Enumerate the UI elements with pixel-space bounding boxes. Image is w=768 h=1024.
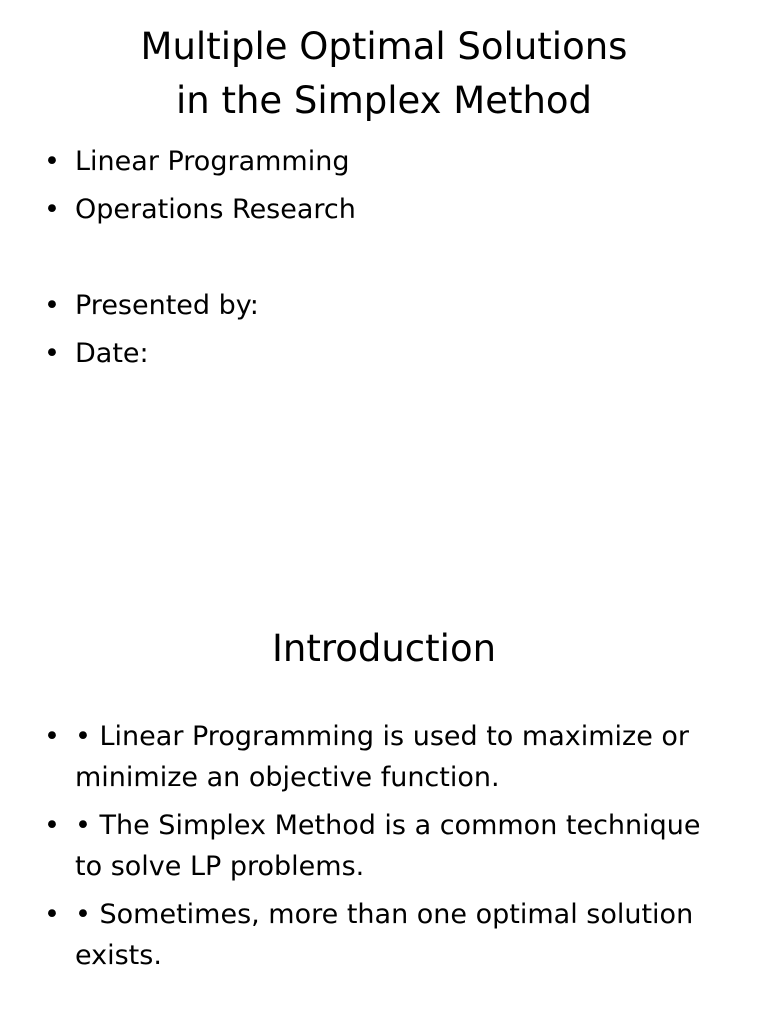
list-item xyxy=(0,189,768,237)
list-item-text: Operations Research xyxy=(75,194,356,225)
list-item-text: Linear Programming xyxy=(75,146,350,177)
bullet-icon: • xyxy=(44,194,60,225)
presented-by-label: Presented by: xyxy=(75,290,259,321)
bullet-icon: • xyxy=(44,338,60,369)
date-label: Date: xyxy=(75,338,149,369)
bullet-icon: • xyxy=(44,810,60,841)
introduction-slide xyxy=(0,600,768,1024)
slide-title: Introduction xyxy=(271,627,497,670)
list-item-text: • Sometimes, more than one optimal solution exists. xyxy=(75,899,694,971)
bullet-icon: • xyxy=(44,146,60,177)
presenter-info-list xyxy=(0,285,768,381)
bullet-icon: • xyxy=(44,721,60,752)
bullet-icon: • xyxy=(44,290,60,321)
list-item xyxy=(0,894,768,976)
list-item xyxy=(0,285,768,333)
topic-list xyxy=(0,141,768,237)
list-item xyxy=(0,333,768,381)
bullet-icon: • xyxy=(44,899,60,930)
list-item xyxy=(0,716,768,798)
list-item xyxy=(0,141,768,189)
intro-bullet-list xyxy=(0,716,768,983)
list-item-text: • Linear Programming is used to maximize or minimize an objective function. xyxy=(75,721,690,793)
list-item xyxy=(0,805,768,887)
list-item-text: • The Simplex Method is a common technique to solve LP problems. xyxy=(75,810,701,882)
slide-title: Multiple Optimal Solutions in the Simplex Method xyxy=(140,25,628,122)
